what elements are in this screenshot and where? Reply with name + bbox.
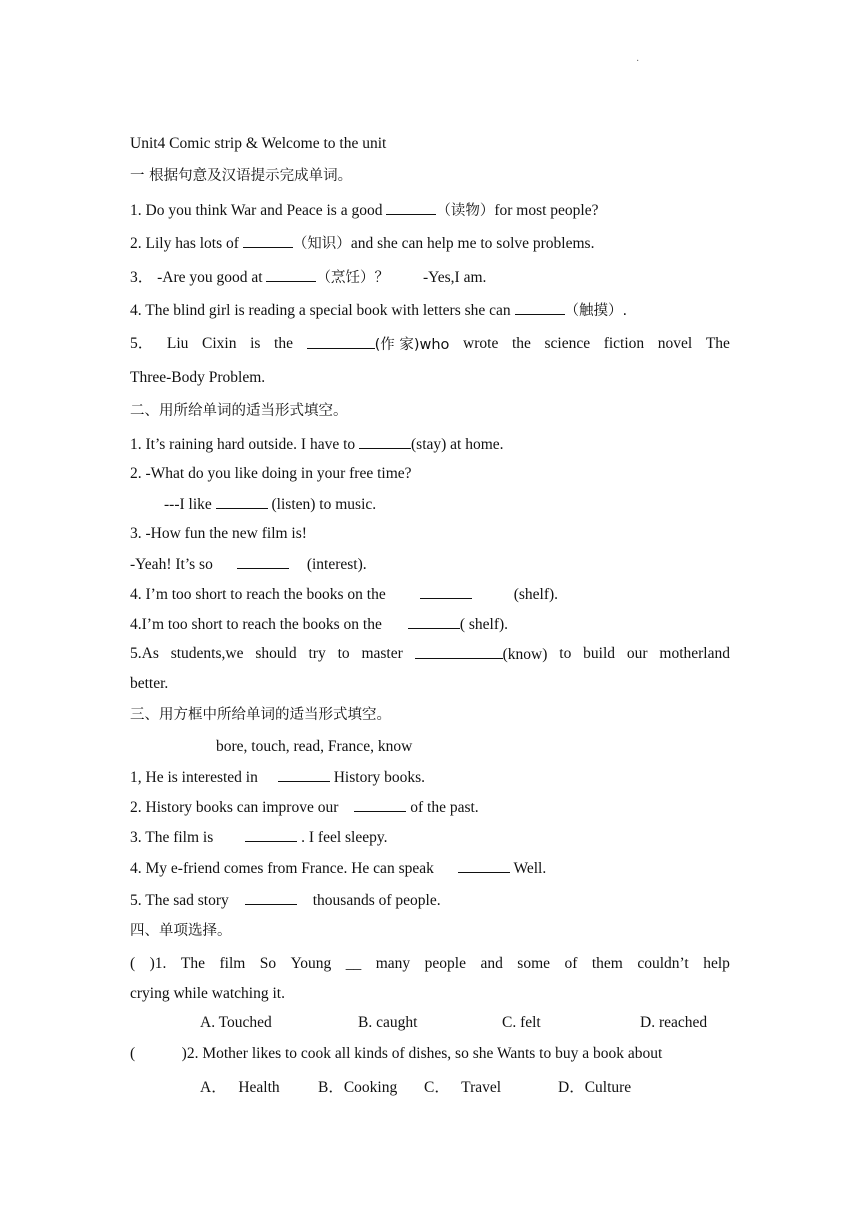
- p4-q1-option-b[interactable]: B. caught: [358, 1014, 418, 1031]
- p1-question-5-cont: Three-Body Problem.: [130, 369, 266, 386]
- p4-q2-option-b[interactable]: B．Cooking: [318, 1079, 398, 1096]
- p4-q1-option-a[interactable]: A. Touched: [200, 1014, 272, 1031]
- p1-question-2: 2. Lily has lots of （知识）and she can help me to solve problems.: [130, 235, 595, 252]
- p3-question-4: 4. My e-friend comes from France. He can speak Well.: [130, 860, 547, 877]
- p2-question-1: 1. It’s raining hard outside. I have to (stay) at home.: [130, 436, 504, 453]
- word-box: bore, touch, read, France, know: [216, 738, 413, 755]
- p2-question-4-alt: 4.I’m too short to reach the books on the ( shelf).: [130, 616, 509, 633]
- answer-blank[interactable]: [420, 584, 472, 599]
- p2-question-2: 2. -What do you like doing in your free time?: [130, 465, 412, 482]
- p2-question-4: 4. I’m too short to reach the books on the (shelf).: [130, 586, 559, 603]
- p4-q1-option-d[interactable]: D. reached: [640, 1014, 708, 1031]
- p1-question-3: 3． -Are you good at （烹饪）？ -Yes,I am.: [130, 269, 487, 286]
- p4-q2-option-c[interactable]: C． Travel: [424, 1079, 502, 1096]
- p3-question-2: 2. History books can improve our of the past.: [130, 799, 479, 816]
- answer-blank[interactable]: [458, 858, 510, 873]
- answer-blank[interactable]: [515, 300, 565, 315]
- answer-blank[interactable]: [278, 767, 330, 782]
- section-2-heading: 二、用所给单词的适当形式填空。: [130, 403, 348, 419]
- answer-blank[interactable]: [245, 827, 297, 842]
- p4-question-1-cont: crying while watching it.: [130, 985, 285, 1002]
- p3-question-3: 3. The film is . I feel sleepy.: [130, 829, 388, 846]
- answer-blank[interactable]: [237, 554, 289, 569]
- page-title: Unit4 Comic strip & Welcome to the unit: [130, 135, 387, 152]
- p2-question-3-answer: -Yeah! It’s so (interest).: [130, 556, 367, 573]
- p2-question-2-answer: ---I like (listen) to music.: [164, 496, 377, 513]
- p3-question-1: 1, He is interested in History books.: [130, 769, 426, 786]
- p1-question-4: 4. The blind girl is reading a special book with letters she can （触摸）.: [130, 302, 628, 319]
- p1-question-1: 1. Do you think War and Peace is a good （读物）for most people?: [130, 202, 599, 219]
- p4-q2-option-d[interactable]: D．Culture: [558, 1079, 632, 1096]
- section-1-heading: 一 根据句意及汉语提示完成单词。: [130, 168, 353, 184]
- page-mark: ·: [636, 56, 640, 67]
- answer-blank[interactable]: [216, 494, 268, 509]
- p4-question-1: ( )1. The film So Young __ many people and some of them couldn’t help: [130, 955, 730, 972]
- p2-question-5: 5.As students,we should try to master (know) to build our motherland: [130, 645, 730, 663]
- answer-blank[interactable]: [386, 200, 436, 215]
- section-4-heading: 四、单项选择。: [130, 923, 232, 939]
- answer-blank[interactable]: [415, 644, 503, 659]
- section-3-heading: 三、用方框中所给单词的适当形式填空。: [130, 707, 391, 723]
- answer-blank[interactable]: [266, 267, 316, 282]
- answer-blank[interactable]: [243, 233, 293, 248]
- answer-blank[interactable]: [354, 797, 406, 812]
- p2-question-5-cont: better.: [130, 675, 169, 692]
- p4-q1-option-c[interactable]: C. felt: [502, 1014, 541, 1031]
- answer-blank[interactable]: [307, 334, 375, 349]
- p1-question-5: 5． Liu Cixin is the (作 家)who wrote the science fiction novel The: [130, 335, 730, 353]
- answer-blank[interactable]: [408, 614, 460, 629]
- p4-question-2: ( )2. Mother likes to cook all kinds of dishes, so she Wants to buy a book about: [130, 1045, 663, 1062]
- p3-question-5: 5. The sad story thousands of people.: [130, 892, 441, 909]
- answer-blank[interactable]: [245, 890, 297, 905]
- answer-blank[interactable]: [359, 434, 411, 449]
- p2-question-3: 3. -How fun the new film is!: [130, 525, 307, 542]
- p4-q2-option-a[interactable]: A． Health: [200, 1079, 280, 1096]
